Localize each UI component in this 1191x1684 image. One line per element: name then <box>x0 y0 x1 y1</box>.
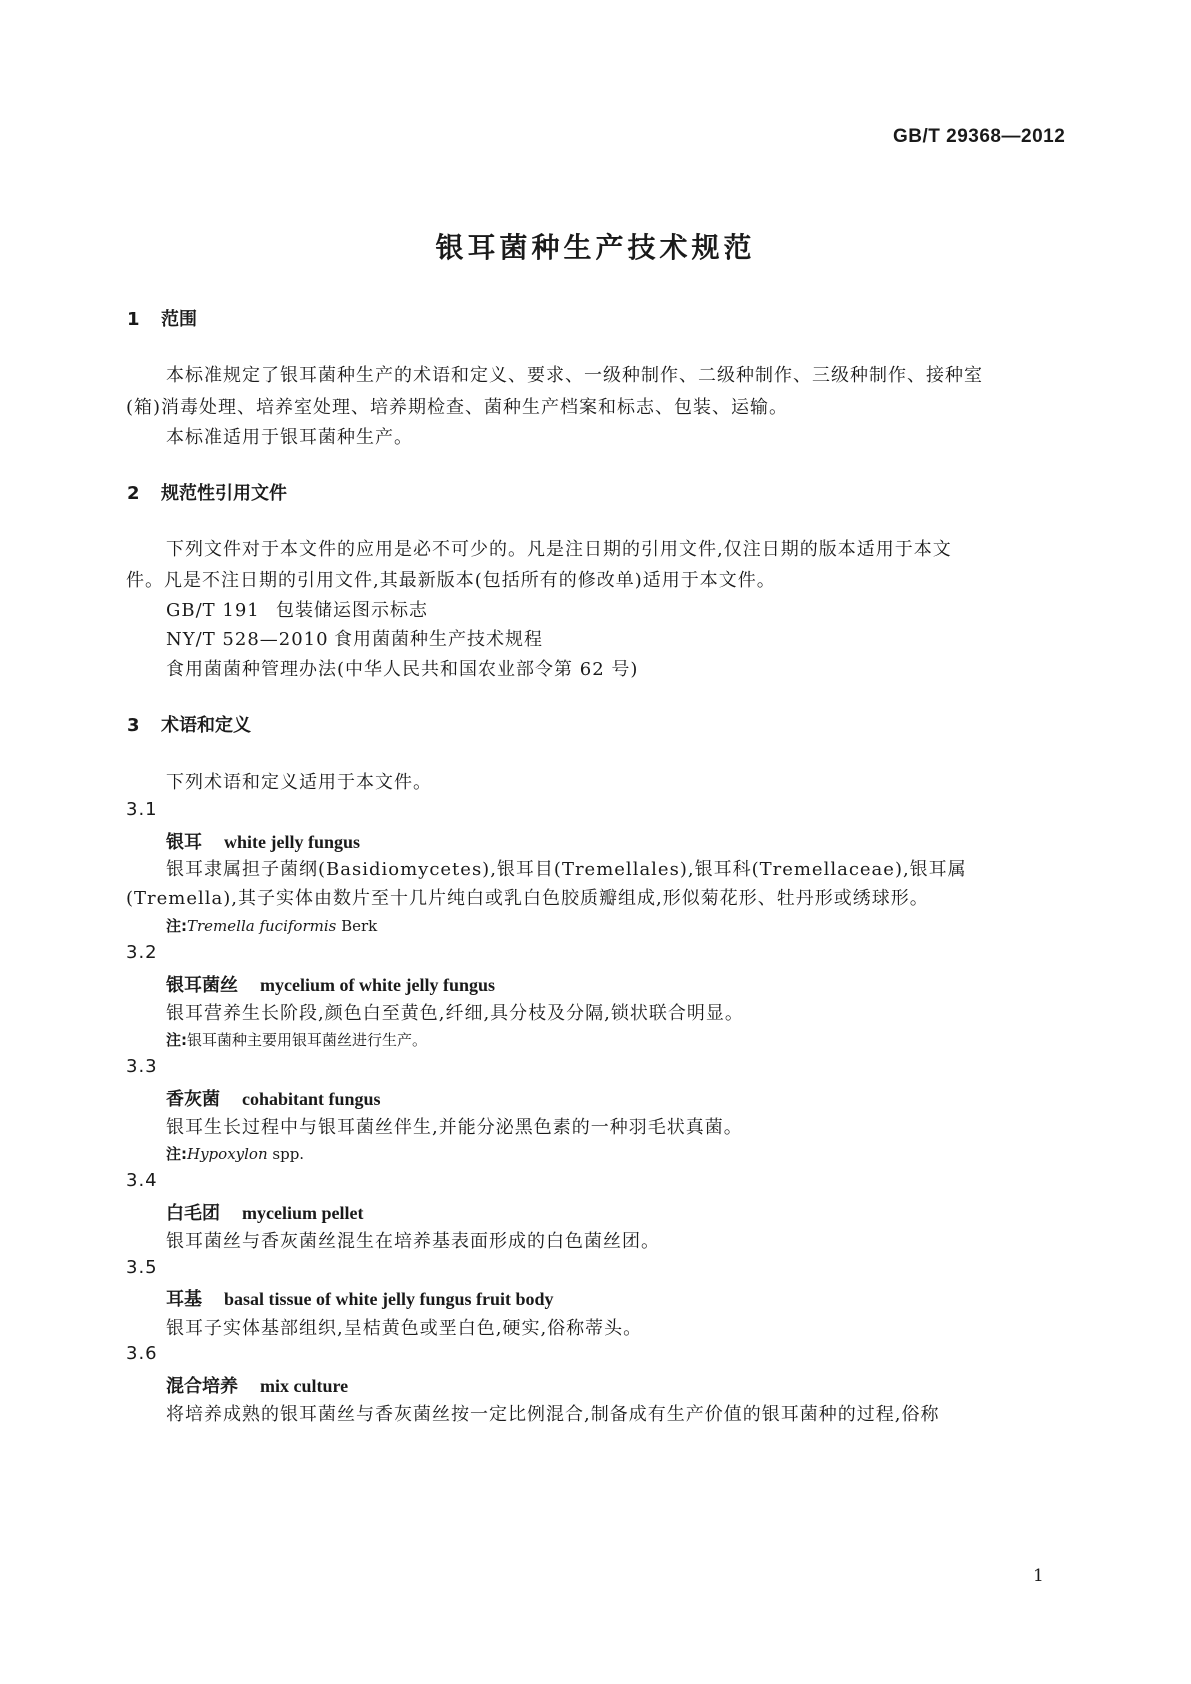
note <box>166 915 377 936</box>
note <box>166 1143 304 1164</box>
term-number: 3.4 <box>126 1170 158 1191</box>
reference-title: 食用菌菌种生产技术规程 <box>334 629 543 650</box>
paragraph-line: 下列文件对于本文件的应用是必不可少的。凡是注日期的引用文件,仅注日期的版本适用于本文 <box>166 539 952 560</box>
section-number: 1 <box>127 309 140 330</box>
note <box>166 1029 427 1050</box>
note-label: 注: <box>166 1145 187 1163</box>
term-heading <box>166 1199 363 1225</box>
term-number: 3.5 <box>126 1257 158 1278</box>
reference-item: 食用菌菌种管理办法(中华人民共和国农业部令第 62 号) <box>166 659 639 680</box>
term-zh: 银耳 <box>166 832 202 853</box>
definition-line: 银耳子实体基部组织,呈桔黄色或垩白色,硬实,俗称蒂头。 <box>166 1318 643 1339</box>
section-title: 术语和定义 <box>161 715 251 736</box>
section-number: 2 <box>127 483 140 504</box>
term-number: 3.6 <box>126 1343 158 1364</box>
reference-item <box>166 625 543 651</box>
term-number: 3.1 <box>126 799 158 820</box>
reference-code: GB/T 191 <box>166 600 260 621</box>
note-text: 银耳菌种主要用银耳菌丝进行生产。 <box>187 1031 428 1049</box>
term-en: basal tissue of white jelly fungus fruit body <box>224 1289 554 1309</box>
term-en: white jelly fungus <box>224 832 361 852</box>
section-3-heading <box>127 711 251 737</box>
paragraph-line: 件。凡是不注日期的引用文件,其最新版本(包括所有的修改单)适用于本文件。 <box>126 570 776 591</box>
term-zh: 耳基 <box>166 1289 202 1310</box>
reference-code: NY/T 528—2010 <box>166 629 329 650</box>
term-zh: 银耳菌丝 <box>166 975 238 996</box>
term-heading <box>166 971 495 997</box>
definition-line: (Tremella),其子实体由数片至十几片纯白或乳白色胶质瓣组成,形似菊花形、牡丹形或绣球形。 <box>126 888 929 909</box>
paragraph: 下列术语和定义适用于本文件。 <box>166 772 432 793</box>
term-en: mix culture <box>260 1376 349 1396</box>
term-heading <box>166 828 360 854</box>
term-heading <box>166 1372 348 1398</box>
section-title: 范围 <box>161 309 197 330</box>
term-number: 3.2 <box>126 942 158 963</box>
reference-title: 包装储运图示标志 <box>276 600 428 621</box>
note-italic: Hypoxylon <box>187 1145 268 1163</box>
note-label: 注: <box>166 917 187 935</box>
reference-item <box>166 596 428 622</box>
definition-line: 银耳菌丝与香灰菌丝混生在培养基表面形成的白色菌丝团。 <box>166 1231 660 1252</box>
term-en: cohabitant fungus <box>242 1089 381 1109</box>
term-en: mycelium pellet <box>242 1203 364 1223</box>
term-heading <box>166 1285 554 1311</box>
section-title: 规范性引用文件 <box>161 483 287 504</box>
term-zh: 白毛团 <box>166 1203 220 1224</box>
definition-line: 将培养成熟的银耳菌丝与香灰菌丝按一定比例混合,制备成有生产价值的银耳菌种的过程,俗称 <box>166 1404 940 1425</box>
definition-line: 银耳营养生长阶段,颜色白至黄色,纤细,具分枝及分隔,锁状联合明显。 <box>166 1003 744 1024</box>
note-label: 注: <box>166 1031 187 1049</box>
note-text: Berk <box>336 917 378 935</box>
term-heading <box>166 1085 381 1111</box>
note-italic: Tremella fuciformis <box>187 917 337 935</box>
section-1-heading <box>127 305 197 331</box>
document-title: 银耳菌种生产技术规范 <box>435 231 756 264</box>
term-zh: 香灰菌 <box>166 1089 220 1110</box>
note-text: spp. <box>267 1145 305 1163</box>
paragraph-line: (箱)消毒处理、培养室处理、培养期检查、菌种生产档案和标志、包装、运输。 <box>126 397 789 418</box>
term-en: mycelium of white jelly fungus <box>260 975 495 995</box>
paragraph: 本标准适用于银耳菌种生产。 <box>166 427 413 448</box>
term-zh: 混合培养 <box>166 1376 238 1397</box>
term-number: 3.3 <box>126 1056 158 1077</box>
page-number: 1 <box>1033 1566 1044 1586</box>
section-number: 3 <box>127 715 140 736</box>
definition-line: 银耳隶属担子菌纲(Basidiomycetes),银耳目(Tremellales),银耳科(Tremellaceae),银耳属 <box>166 859 967 880</box>
paragraph-line: 本标准规定了银耳菌种生产的术语和定义、要求、一级种制作、二级种制作、三级种制作、接种室 <box>166 365 983 386</box>
standard-code: GB/T 29368—2012 <box>893 126 1066 147</box>
section-2-heading <box>127 479 287 505</box>
definition-line: 银耳生长过程中与银耳菌丝伴生,并能分泌黑色素的一种羽毛状真菌。 <box>166 1117 743 1138</box>
